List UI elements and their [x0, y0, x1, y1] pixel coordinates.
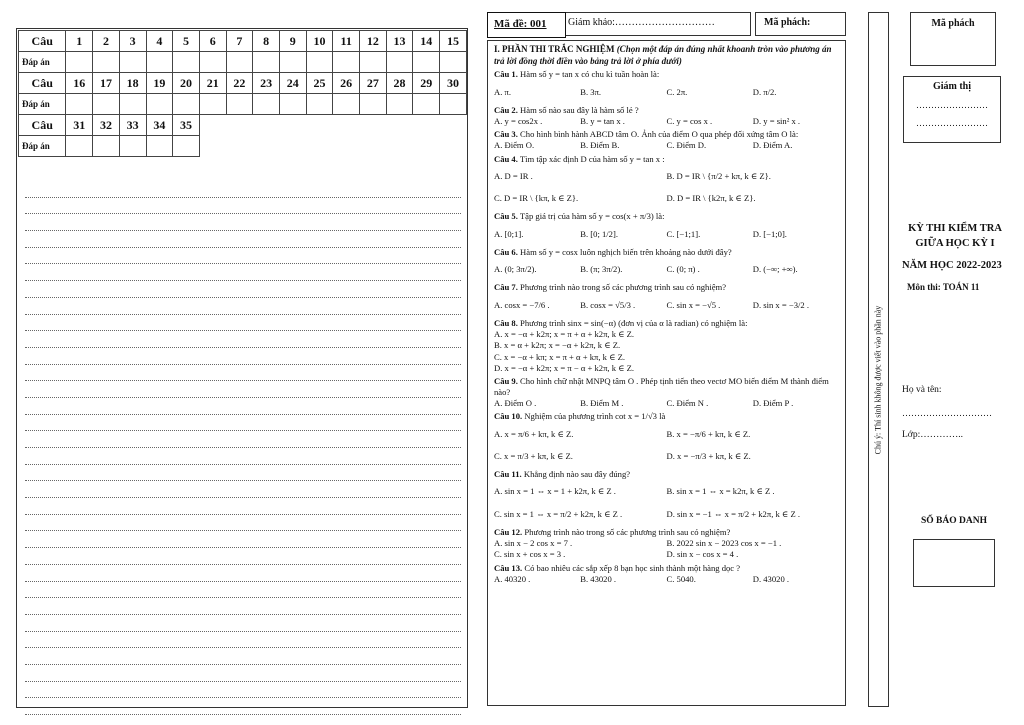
- note-vertical-text: Chú ý: Thí sinh không được viết vào phần này: [873, 305, 883, 455]
- option-b[interactable]: B. 2022 sin x − 2023 cos x = −1 .: [666, 538, 782, 549]
- options-row: [494, 187, 839, 209]
- option-d[interactable]: D. Điểm P .: [752, 398, 794, 409]
- answer-cell[interactable]: [173, 94, 200, 115]
- empty-cell: [386, 136, 413, 157]
- question-6: [494, 247, 839, 281]
- option-d[interactable]: D. y = sin² x .: [752, 116, 801, 127]
- giam-thi-line-1[interactable]: ……………………: [916, 100, 988, 110]
- answer-cell[interactable]: [119, 94, 146, 115]
- option-a[interactable]: A. x = π/6 + kπ, k ∈ Z.: [494, 428, 574, 439]
- writing-line[interactable]: [25, 331, 461, 348]
- candidate-number-box[interactable]: [913, 539, 995, 587]
- option-c[interactable]: C. (0; π) .: [666, 264, 700, 275]
- question-number-cell: 2: [93, 31, 120, 52]
- question-number: Câu 12.: [494, 527, 523, 538]
- question-number-cell: 4: [146, 31, 173, 52]
- answer-cell[interactable]: [199, 52, 226, 73]
- writing-line[interactable]: [25, 231, 461, 248]
- answer-cell[interactable]: [306, 94, 333, 115]
- option-a[interactable]: A. D = IR .: [494, 170, 533, 181]
- writing-line[interactable]: [25, 448, 461, 465]
- answer-cell[interactable]: [413, 94, 440, 115]
- question-number-cell: 33: [119, 115, 146, 136]
- question-text: Cho hình chữ nhật MNPQ tâm O . Phép tịnh tiến theo vectơ MO biến điểm M thành điểm nào?: [494, 375, 829, 398]
- question-number-cell: 24: [279, 73, 306, 94]
- option-b[interactable]: B. Điểm B.: [580, 140, 620, 151]
- empty-cell: [386, 115, 413, 136]
- question-text: Hàm số y = tan x có chu kì tuần hoàn là:: [520, 69, 660, 80]
- writing-line[interactable]: [25, 531, 461, 548]
- empty-cell: [199, 115, 226, 136]
- answer-cell[interactable]: [279, 94, 306, 115]
- option-a[interactable]: A. y = cos2x .: [494, 116, 543, 127]
- question-10: [494, 411, 839, 467]
- writing-line[interactable]: [25, 515, 461, 532]
- option-d[interactable]: D. [−1;0].: [752, 228, 787, 239]
- writing-line[interactable]: [25, 381, 461, 398]
- question-1: [494, 69, 839, 103]
- candidate-number-label: SỐ BÁO DANH: [921, 516, 987, 526]
- answer-cell[interactable]: [226, 52, 253, 73]
- empty-cell: [333, 136, 360, 157]
- option-b[interactable]: B. cosx = √5/3 .: [580, 299, 636, 310]
- question-text: Phương trình nào trong số các phương trình sau có nghiệm?: [524, 527, 731, 538]
- answer-cell[interactable]: [360, 52, 387, 73]
- option-c[interactable]: C. sin x = 1 ⇔ x = π/2 + k2π, k ∈ Z .: [494, 508, 623, 519]
- question-number: Câu 10.: [494, 411, 523, 422]
- question-number-cell: 21: [199, 73, 226, 94]
- question-number-cell: 18: [119, 73, 146, 94]
- question-stem: [494, 563, 839, 574]
- options-row: [494, 398, 839, 409]
- option-d[interactable]: D. sin x − cos x = 4 .: [666, 549, 739, 560]
- empty-cell: [440, 136, 467, 157]
- question-stem: [494, 469, 839, 480]
- option-c[interactable]: C. x = −α + kπ; x = π + α + kπ, k ∈ Z.: [494, 351, 625, 362]
- answer-cell[interactable]: [146, 52, 173, 73]
- writing-line[interactable]: [25, 415, 461, 432]
- question-number-cell: 26: [333, 73, 360, 94]
- options-row: [494, 445, 839, 467]
- dap-an-label: Đáp án: [19, 136, 66, 157]
- ma-phach-field[interactable]: Mã phách:: [755, 12, 846, 36]
- question-text: Phương trình nào trong số các phương trình sau có nghiệm?: [520, 282, 727, 293]
- question-stem: [494, 282, 839, 293]
- empty-cell: [306, 136, 333, 157]
- section-title: I. PHẦN THI TRẮC NGHIỆM: [494, 44, 615, 54]
- options-row: [494, 116, 839, 127]
- option-a[interactable]: A. sin x = 1 ⇔ x = 1 + k2π, k ∈ Z .: [494, 486, 616, 497]
- writing-lines: [25, 181, 461, 715]
- empty-cell: [360, 115, 387, 136]
- empty-cell: [413, 136, 440, 157]
- options-row: [494, 140, 839, 151]
- question-number: Câu 13.: [494, 562, 523, 573]
- question-number-cell: 22: [226, 73, 253, 94]
- answer-cell[interactable]: [93, 52, 120, 73]
- answer-cell[interactable]: [386, 52, 413, 73]
- question-text: Phương trình sinx = sin(−α) (đơn vị của α là radian) có nghiệm là:: [520, 317, 748, 328]
- school-year: NĂM HỌC 2022-2023: [902, 260, 1002, 271]
- empty-cell: [199, 136, 226, 157]
- writing-line[interactable]: [25, 648, 461, 665]
- writing-line[interactable]: [25, 498, 461, 515]
- question-number-cell: 20: [173, 73, 200, 94]
- empty-cell: [413, 115, 440, 136]
- question-stem: [494, 105, 839, 116]
- option-d[interactable]: D. π/2.: [752, 86, 777, 97]
- option-b[interactable]: B. 3π.: [580, 86, 602, 97]
- subject: Môn thi: TOÁN 11: [907, 282, 980, 292]
- answer-cell[interactable]: [253, 52, 280, 73]
- full-name-field[interactable]: …………………………: [902, 408, 992, 418]
- option-c[interactable]: C. D = IR \ {kπ, k ∈ Z}.: [494, 193, 579, 204]
- options-row: [494, 503, 839, 525]
- answer-cell[interactable]: [93, 136, 120, 157]
- question-number-cell: 23: [253, 73, 280, 94]
- options-row: [494, 223, 839, 245]
- answer-cell[interactable]: [66, 94, 93, 115]
- full-name-label: Họ và tên:: [902, 385, 942, 395]
- writing-line[interactable]: [25, 281, 461, 298]
- empty-cell: [226, 115, 253, 136]
- option-b[interactable]: B. [0; 1/2].: [580, 228, 618, 239]
- option-a[interactable]: A. Điểm O .: [494, 398, 537, 409]
- question-number-cell: 27: [360, 73, 387, 94]
- giam-thi-box: [903, 76, 1001, 143]
- writing-line[interactable]: [25, 198, 461, 215]
- question-13: [494, 563, 839, 585]
- question-number-cell: 1: [66, 31, 93, 52]
- question-text: Hàm số nào sau đây là hàm số lẻ ?: [520, 104, 639, 115]
- question-5: [494, 211, 839, 245]
- question-text: Hàm số y = cosx luôn nghịch biến trên khoảng nào dưới đây?: [520, 246, 732, 257]
- option-b[interactable]: B. y = tan x .: [580, 116, 625, 127]
- option-a[interactable]: A. π.: [494, 86, 511, 97]
- answer-cell[interactable]: [333, 94, 360, 115]
- question-number-cell: 19: [146, 73, 173, 94]
- question-stem: [494, 411, 839, 422]
- question-number: Câu 11.: [494, 469, 522, 480]
- question-number-cell: 15: [440, 31, 467, 52]
- writing-line[interactable]: [25, 682, 461, 699]
- ma-phach-box: [910, 12, 996, 66]
- dap-an-label: Đáp án: [19, 52, 66, 73]
- writing-line[interactable]: [25, 665, 461, 682]
- question-stem: [494, 376, 839, 398]
- question-stem: [494, 247, 839, 258]
- answer-cell[interactable]: [386, 94, 413, 115]
- option-b[interactable]: B. x = −π/6 + kπ, k ∈ Z.: [666, 428, 751, 439]
- options-row: [494, 574, 839, 585]
- option-b[interactable]: B. x = α + k2π; x = −α + k2π, k ∈ Z.: [494, 340, 621, 351]
- option-c[interactable]: C. 5040.: [666, 573, 696, 584]
- option-c[interactable]: C. y = cos x .: [666, 116, 713, 127]
- writing-line[interactable]: [25, 431, 461, 448]
- option-c[interactable]: C. [−1;1].: [666, 228, 701, 239]
- question-number-cell: 13: [386, 31, 413, 52]
- ma-de-box: [487, 12, 566, 38]
- giam-thi-line-2[interactable]: ……………………: [916, 118, 988, 128]
- question-text: Khẳng định nào sau đây đúng?: [523, 469, 631, 480]
- answer-cell[interactable]: [146, 94, 173, 115]
- writing-line[interactable]: [25, 348, 461, 365]
- question-number: Câu 8.: [494, 317, 518, 328]
- options-row: [494, 480, 839, 502]
- question-stem: [494, 129, 839, 140]
- question-number: Câu 7.: [494, 282, 518, 293]
- option-c[interactable]: C. Điểm N .: [666, 398, 709, 409]
- answer-cell[interactable]: [146, 136, 173, 157]
- empty-cell: [306, 115, 333, 136]
- empty-cell: [226, 136, 253, 157]
- option-d[interactable]: D. x = −α + k2π; x = π − α + k2π, k ∈ Z.: [494, 362, 635, 373]
- writing-line[interactable]: [25, 214, 461, 231]
- question-number-cell: 29: [413, 73, 440, 94]
- option-a[interactable]: A. Điểm O.: [494, 140, 535, 151]
- writing-line[interactable]: [25, 181, 461, 198]
- question-number-cell: 11: [333, 31, 360, 52]
- question-number-cell: 14: [413, 31, 440, 52]
- answer-cell[interactable]: [279, 52, 306, 73]
- question-text: Tập giá trị của hàm số y = cos(x + π/3) là:: [519, 211, 665, 222]
- writing-line[interactable]: [25, 548, 461, 565]
- option-a[interactable]: A. 40320 .: [494, 573, 531, 584]
- question-number-cell: 31: [66, 115, 93, 136]
- question-number-cell: 34: [146, 115, 173, 136]
- question-number-cell: 7: [226, 31, 253, 52]
- options-row: [494, 258, 839, 280]
- question-9: [494, 376, 839, 410]
- question-number-cell: 25: [306, 73, 333, 94]
- writing-line[interactable]: [25, 615, 461, 632]
- answer-cell[interactable]: [119, 52, 146, 73]
- ma-de-label: Mã đề: 001: [494, 18, 547, 30]
- answer-cell[interactable]: [440, 94, 467, 115]
- option-c[interactable]: C. 2π.: [666, 86, 688, 97]
- option-c[interactable]: C. x = π/3 + kπ, k ∈ Z.: [494, 450, 573, 461]
- answer-table: [18, 30, 467, 157]
- writing-line[interactable]: [25, 698, 461, 715]
- option-a[interactable]: A. cosx = −7/6 .: [494, 299, 550, 310]
- option-d[interactable]: D. Điểm A.: [752, 140, 793, 151]
- option-c[interactable]: C. Điểm D.: [666, 140, 707, 151]
- answer-cell[interactable]: [306, 52, 333, 73]
- option-a[interactable]: A. x = −α + k2π; x = π + α + k2π, k ∈ Z.: [494, 329, 635, 340]
- writing-line[interactable]: [25, 481, 461, 498]
- question-7: [494, 282, 839, 316]
- question-12: [494, 527, 839, 561]
- options-row: [494, 423, 839, 445]
- options-row: [494, 165, 839, 187]
- option-d[interactable]: D. (−∞; +∞).: [752, 264, 798, 275]
- option-b[interactable]: B. Điểm M .: [580, 398, 624, 409]
- answer-cell[interactable]: [66, 52, 93, 73]
- cau-label: Câu: [19, 73, 66, 94]
- options-row: [494, 549, 839, 560]
- empty-cell: [253, 115, 280, 136]
- answer-cell[interactable]: [119, 136, 146, 157]
- question-list: [494, 69, 839, 585]
- answer-cell[interactable]: [360, 94, 387, 115]
- class-field[interactable]: Lớp:…………..: [902, 430, 963, 440]
- cau-label: Câu: [19, 115, 66, 136]
- question-number-cell: 3: [119, 31, 146, 52]
- question-stem: [494, 154, 839, 165]
- question-stem: [494, 69, 839, 80]
- option-b[interactable]: B. 43020 .: [580, 573, 617, 584]
- writing-line[interactable]: [25, 598, 461, 615]
- question-4: [494, 154, 839, 210]
- question-number-cell: 5: [173, 31, 200, 52]
- option-a[interactable]: A. [0;1].: [494, 228, 524, 239]
- answer-cell[interactable]: [253, 94, 280, 115]
- options-row: [494, 294, 839, 316]
- question-number: Câu 5.: [494, 211, 518, 222]
- question-stem: [494, 318, 839, 329]
- answer-cell[interactable]: [226, 94, 253, 115]
- section-header: [494, 44, 839, 67]
- writing-line[interactable]: [25, 264, 461, 281]
- answer-cell[interactable]: [173, 52, 200, 73]
- writing-line[interactable]: [25, 465, 461, 482]
- writing-line[interactable]: [25, 315, 461, 332]
- exam-title: KỲ THI KIỂM TRA GIỮA HỌC KỲ I: [908, 223, 1002, 250]
- question-number: Câu 4.: [494, 153, 518, 164]
- option-b[interactable]: B. D = IR \ {π/2 + kπ, k ∈ Z}.: [666, 170, 771, 181]
- empty-cell: [440, 115, 467, 136]
- question-number-cell: 32: [93, 115, 120, 136]
- cau-label: Câu: [19, 31, 66, 52]
- option-a[interactable]: A. sin x − 2 cos x = 7 .: [494, 538, 573, 549]
- question-text: Có bao nhiêu các sắp xếp 8 bạn học sinh thành một hàng dọc ?: [524, 562, 741, 573]
- answer-cell[interactable]: [413, 52, 440, 73]
- answer-sheet-panel: [16, 28, 468, 708]
- option-a[interactable]: A. (0; 3π/2).: [494, 264, 537, 275]
- option-d[interactable]: D. D = IR \ {k2π, k ∈ Z}.: [666, 193, 756, 204]
- question-number: Câu 3.: [494, 129, 518, 140]
- question-text: Cho hình bình hành ABCD tâm O. Ảnh của điểm O qua phép đối xứng tâm O là:: [520, 129, 799, 140]
- question-number-cell: 6: [199, 31, 226, 52]
- question-number: Câu 9.: [494, 375, 518, 386]
- options-row: [494, 538, 839, 549]
- question-number-cell: 30: [440, 73, 467, 94]
- option-b[interactable]: B. (π; 3π/2).: [580, 264, 623, 275]
- empty-cell: [333, 115, 360, 136]
- question-text: Nghiệm của phương trình cot x = 1/√3 là: [524, 411, 666, 422]
- option-d[interactable]: D. 43020 .: [752, 573, 790, 584]
- section-instructions: (Chọn một đáp án đúng nhất khoanh tròn vào phương án trả lời đồng thời điền vào bảng trả lời ở phía dưới): [494, 44, 832, 66]
- options-row: [494, 81, 839, 103]
- question-number-cell: 28: [386, 73, 413, 94]
- answer-cell[interactable]: [173, 136, 200, 157]
- empty-cell: [253, 136, 280, 157]
- option-b[interactable]: B. sin x = 1 ⇔ x = k2π, k ∈ Z .: [666, 486, 775, 497]
- option-d[interactable]: D. x = −π/3 + kπ, k ∈ Z.: [666, 450, 751, 461]
- question-3: [494, 129, 839, 151]
- writing-line[interactable]: [25, 632, 461, 649]
- question-stem: [494, 211, 839, 222]
- question-11: [494, 469, 839, 525]
- empty-cell: [360, 136, 387, 157]
- giam-thi-title: Giám thị: [932, 81, 972, 92]
- question-number-cell: 35: [173, 115, 200, 136]
- answer-cell[interactable]: [440, 52, 467, 73]
- option-d[interactable]: D. sin x = −3/2 .: [752, 299, 809, 310]
- ma-phach-title: Mã phách: [931, 18, 975, 29]
- writing-line[interactable]: [25, 365, 461, 382]
- writing-line[interactable]: [25, 298, 461, 315]
- question-number: Câu 1.: [494, 69, 518, 80]
- writing-line[interactable]: [25, 582, 461, 599]
- answer-cell[interactable]: [333, 52, 360, 73]
- answer-cell[interactable]: [199, 94, 226, 115]
- writing-line[interactable]: [25, 565, 461, 582]
- question-2: [494, 105, 839, 127]
- answer-cell[interactable]: [93, 94, 120, 115]
- empty-cell: [279, 115, 306, 136]
- question-text: Tìm tập xác định D của hàm số y = tan x :: [519, 153, 665, 164]
- question-stem: [494, 527, 839, 538]
- option-c[interactable]: C. sin x + cos x = 3 .: [494, 549, 566, 560]
- giam-khao-field[interactable]: Giám khảo:…………………………: [568, 17, 715, 28]
- question-number-cell: 16: [66, 73, 93, 94]
- writing-line[interactable]: [25, 398, 461, 415]
- empty-cell: [279, 136, 306, 157]
- question-number-cell: 8: [253, 31, 280, 52]
- question-number-cell: 17: [93, 73, 120, 94]
- option-d[interactable]: D. sin x = −1 ⇔ x = π/2 + k2π, k ∈ Z .: [666, 508, 800, 519]
- option-c[interactable]: C. sin x = −√5 .: [666, 299, 721, 310]
- question-8: [494, 318, 839, 374]
- question-number: Câu 2.: [494, 104, 518, 115]
- question-number-cell: 9: [279, 31, 306, 52]
- dap-an-label: Đáp án: [19, 94, 66, 115]
- question-number: Câu 6.: [494, 246, 518, 257]
- question-area: [487, 40, 846, 706]
- writing-line[interactable]: [25, 248, 461, 265]
- answer-cell[interactable]: [66, 136, 93, 157]
- question-number-cell: 12: [360, 31, 387, 52]
- question-number-cell: 10: [306, 31, 333, 52]
